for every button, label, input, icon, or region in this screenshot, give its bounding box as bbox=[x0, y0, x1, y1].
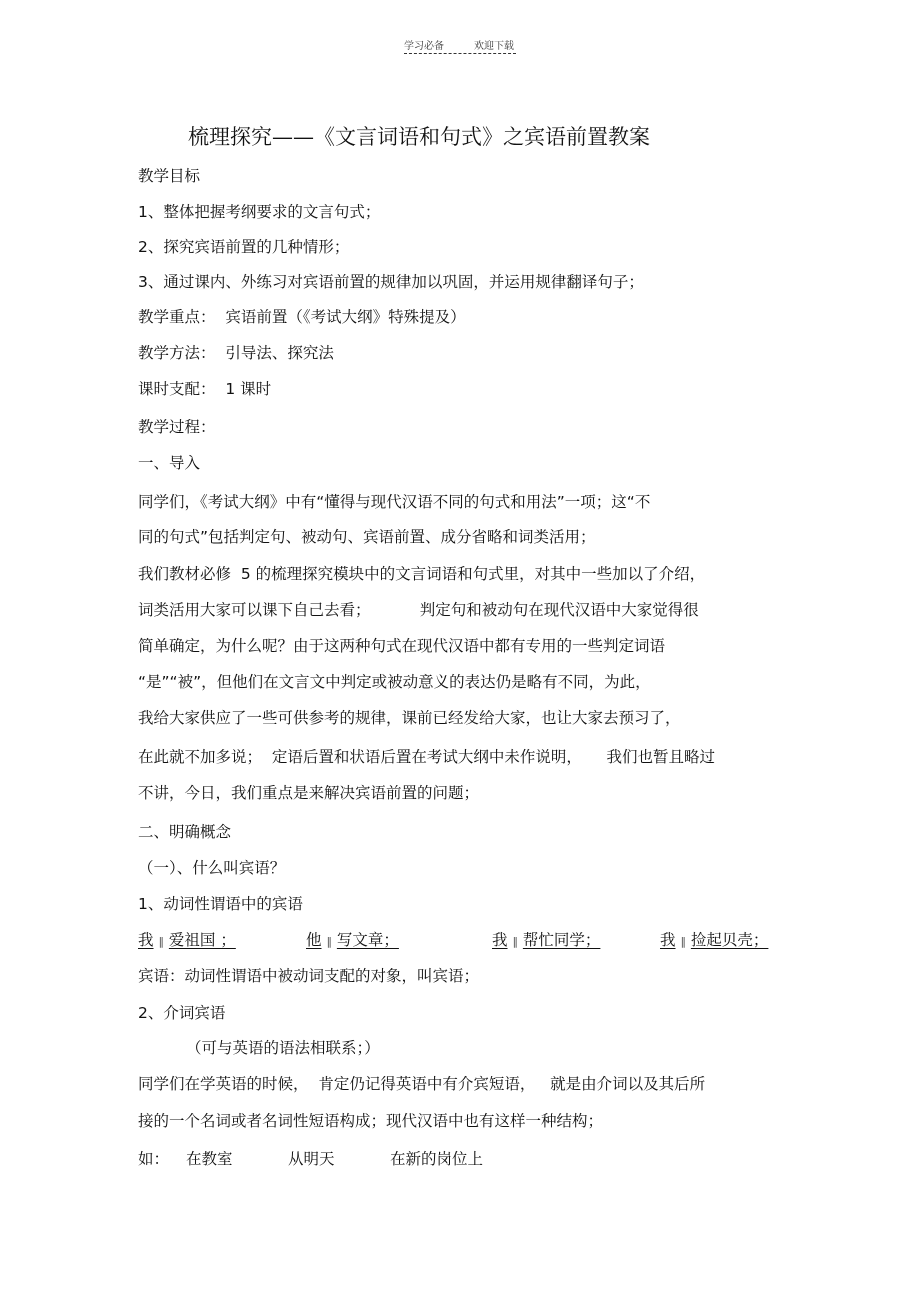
example-sentence bbox=[492, 930, 600, 952]
paragraph-line: 词类活用大家可以课下自己去看； 判定句和被动句在现代汉语中大家觉得很 bbox=[138, 601, 699, 619]
paragraph-line: 1、整体把握考纲要求的文言句式； bbox=[138, 203, 381, 221]
subject: 他 bbox=[306, 931, 322, 949]
example-item: 在新的岗位上 bbox=[390, 1150, 484, 1168]
paragraph-line: 教学重点： 宾语前置（《考试大纲》特殊提及） bbox=[138, 308, 466, 326]
example-item: 从明天 bbox=[288, 1150, 335, 1168]
header-divider bbox=[404, 53, 516, 54]
paragraph-line: （可与英语的语法相联系；） bbox=[186, 1039, 380, 1057]
paragraph-line: 2、探究宾语前置的几种情形； bbox=[138, 238, 350, 256]
paragraph-line: 二、明确概念 bbox=[138, 823, 232, 841]
paragraph-line: 接的一个名词或者名词性短语构成；现代汉语中也有这样一种结构； bbox=[138, 1112, 604, 1130]
separator: ‖ bbox=[512, 935, 518, 948]
paragraph-line: 课时支配： 1 课时 bbox=[138, 380, 272, 398]
example-item: 在教室 bbox=[186, 1150, 233, 1168]
paragraph-line: 2、介词宾语 bbox=[138, 1004, 226, 1022]
header-left: 学习必备 bbox=[404, 41, 444, 52]
example-sentence bbox=[660, 930, 768, 952]
separator: ‖ bbox=[158, 935, 164, 948]
page-header bbox=[404, 37, 544, 52]
subject: 我 bbox=[492, 931, 508, 949]
subject: 我 bbox=[660, 931, 676, 949]
header-right: 欢迎下载 bbox=[474, 41, 514, 52]
predicate: 帮忙同学； bbox=[522, 931, 601, 949]
paragraph-line: 我们教材必修 5 的梳理探究模块中的文言词语和句式里，对其中一些加以了介绍， bbox=[138, 565, 706, 583]
document-title: 梳理探究——《文言词语和句式》之宾语前置教案 bbox=[188, 125, 650, 149]
example-label: 如： bbox=[138, 1150, 170, 1168]
separator: ‖ bbox=[326, 935, 332, 948]
paragraph-line: 教学方法： 引导法、探究法 bbox=[138, 344, 334, 362]
predicate: 爱祖国 ； bbox=[168, 931, 236, 949]
example-line bbox=[138, 1149, 484, 1169]
paragraph-line: “是”“被”，但他们在文言文中判定或被动意义的表达仍是略有不同，为此， bbox=[138, 673, 651, 691]
paragraph-line: （一）、什么叫宾语？ bbox=[138, 859, 286, 877]
subject: 我 bbox=[138, 931, 154, 949]
paragraph-line: 宾语：动词性谓语中被动词支配的对象，叫宾语； bbox=[138, 967, 480, 985]
separator: ‖ bbox=[680, 935, 686, 948]
paragraph-line: 教学目标 bbox=[138, 167, 201, 185]
paragraph-line: 同学们，《考试大纲》中有“懂得与现代汉语不同的句式和用法”一项；这“不 bbox=[138, 493, 651, 511]
paragraph-line: 同学们在学英语的时候， 肯定仍记得英语中有介宾短语， 就是由介词以及其后所 bbox=[138, 1075, 706, 1093]
paragraph-line: 一、导入 bbox=[138, 454, 201, 472]
paragraph-line: 同的句式”包括判定句、被动句、宾语前置、成分省略和词类活用； bbox=[138, 528, 596, 546]
paragraph-line: 教学过程： bbox=[138, 418, 216, 436]
paragraph-line: 我给大家供应了一些可供参考的规律，课前已经发给大家，也让大家去预习了， bbox=[138, 709, 681, 727]
example-sentence bbox=[138, 930, 236, 952]
paragraph-line: 1、动词性谓语中的宾语 bbox=[138, 895, 303, 913]
predicate: 捡起贝壳； bbox=[690, 931, 769, 949]
example-sentence bbox=[306, 930, 399, 952]
predicate: 写文章； bbox=[336, 931, 399, 949]
paragraph-line: 简单确定，为什么呢？由于这两种句式在现代汉语中都有专用的一些判定词语 bbox=[138, 637, 666, 655]
paragraph-line: 3、通过课内、外练习对宾语前置的规律加以巩固，并运用规律翻译句子； bbox=[138, 273, 644, 291]
paragraph-line: 不讲，今日，我们重点是来解决宾语前置的问题； bbox=[138, 784, 480, 802]
paragraph-line: 在此就不加多说； 定语后置和状语后置在考试大纲中未作说明， 我们也暂且略过 bbox=[138, 748, 715, 766]
